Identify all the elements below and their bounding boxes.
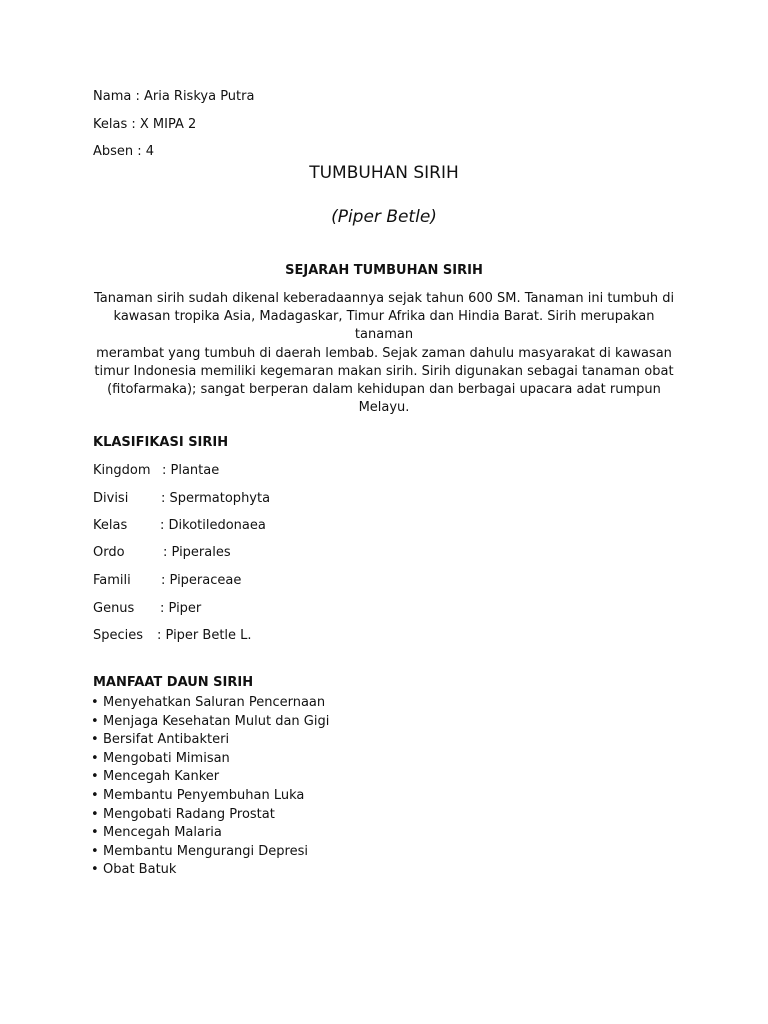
classification-key: Famili	[93, 573, 131, 588]
student-class: Kelas : X MIPA 2	[93, 117, 197, 132]
bullet-icon: •	[91, 862, 99, 878]
list-item	[91, 843, 329, 862]
list-item	[91, 806, 329, 825]
bullet-icon: •	[91, 806, 99, 822]
benefit-text: Menjaga Kesehatan Mulut dan Gigi	[103, 713, 330, 729]
history-line: Tanaman sirih sudah dikenal keberadaannya sejak tahun 600 SM. Tanaman ini tumbuh di	[93, 291, 675, 306]
history-line: merambat yang tumbuh di daerah lembab. Sejak zaman dahulu masyarakat di kawasan	[96, 345, 672, 361]
classification-key: Species	[93, 628, 144, 643]
bullet-icon: •	[91, 695, 99, 710]
classification-key: Genus	[93, 601, 135, 616]
benefit-text: Mencegah Malaria	[103, 825, 222, 841]
history-paragraph	[92, 290, 676, 417]
classification-value: : Plantae	[162, 463, 220, 478]
list-item	[91, 861, 329, 880]
benefit-text: Menyehatkan Saluran Pencernaan	[103, 695, 326, 710]
bullet-icon: •	[91, 750, 99, 766]
classification-value: : Piper	[160, 601, 202, 616]
benefit-text: Membantu Penyembuhan Luka	[103, 787, 305, 803]
student-number: Absen : 4	[93, 144, 155, 159]
history-line: timur Indonesia memiliki kegemaran makan sirih. Sirih digunakan sebagai tanaman obat	[94, 363, 674, 379]
classification-value: : Dikotiledonaea	[160, 518, 266, 533]
benefit-text: Bersifat Antibakteri	[103, 732, 230, 748]
bullet-icon: •	[91, 732, 99, 748]
history-heading: SEJARAH TUMBUHAN SIRIH	[285, 263, 483, 278]
classification-value: : Piperales	[163, 545, 231, 560]
classification-key: Divisi	[93, 491, 129, 506]
bullet-icon: •	[91, 787, 99, 803]
classification-key: Kelas	[93, 518, 128, 533]
classification-key: Kingdom	[93, 463, 151, 478]
benefit-text: Mencegah Kanker	[103, 769, 220, 785]
bullet-icon: •	[91, 843, 99, 859]
list-item	[91, 824, 329, 843]
benefit-text: Obat Batuk	[103, 862, 177, 878]
benefit-text: Membantu Mengurangi Depresi	[103, 843, 308, 859]
list-item	[91, 694, 329, 713]
history-line: Melayu.	[358, 400, 410, 416]
list-item	[91, 750, 329, 769]
benefit-text: Mengobati Mimisan	[103, 750, 230, 766]
list-item	[91, 731, 329, 750]
list-item	[91, 713, 329, 732]
benefits-heading: MANFAAT DAUN SIRIH	[93, 675, 254, 690]
document-title: TUMBUHAN SIRIH	[309, 163, 459, 183]
student-name: Nama : Aria Riskya Putra	[93, 89, 255, 104]
bullet-icon: •	[91, 825, 99, 841]
classification-heading: KLASIFIKASI SIRIH	[93, 435, 229, 450]
history-line: (fitofarmaka); sangat berperan dalam kehidupan dan berbagai upacara adat rumpun	[107, 382, 661, 398]
classification-value: : Spermatophyta	[161, 491, 271, 506]
classification-value: : Piper Betle L.	[157, 628, 252, 643]
bullet-icon: •	[91, 713, 99, 729]
classification-value: : Piperaceae	[161, 573, 242, 588]
list-item	[91, 768, 329, 787]
benefits-list	[91, 694, 329, 880]
bullet-icon: •	[91, 769, 99, 785]
list-item	[91, 787, 329, 806]
history-line: kawasan tropika Asia, Madagaskar, Timur Afrika dan Hindia Barat. Sirih merupakan tanaman	[113, 309, 655, 343]
classification-key: Ordo	[93, 545, 125, 560]
benefit-text: Mengobati Radang Prostat	[103, 806, 275, 822]
document-subtitle: (Piper Betle)	[331, 207, 437, 227]
